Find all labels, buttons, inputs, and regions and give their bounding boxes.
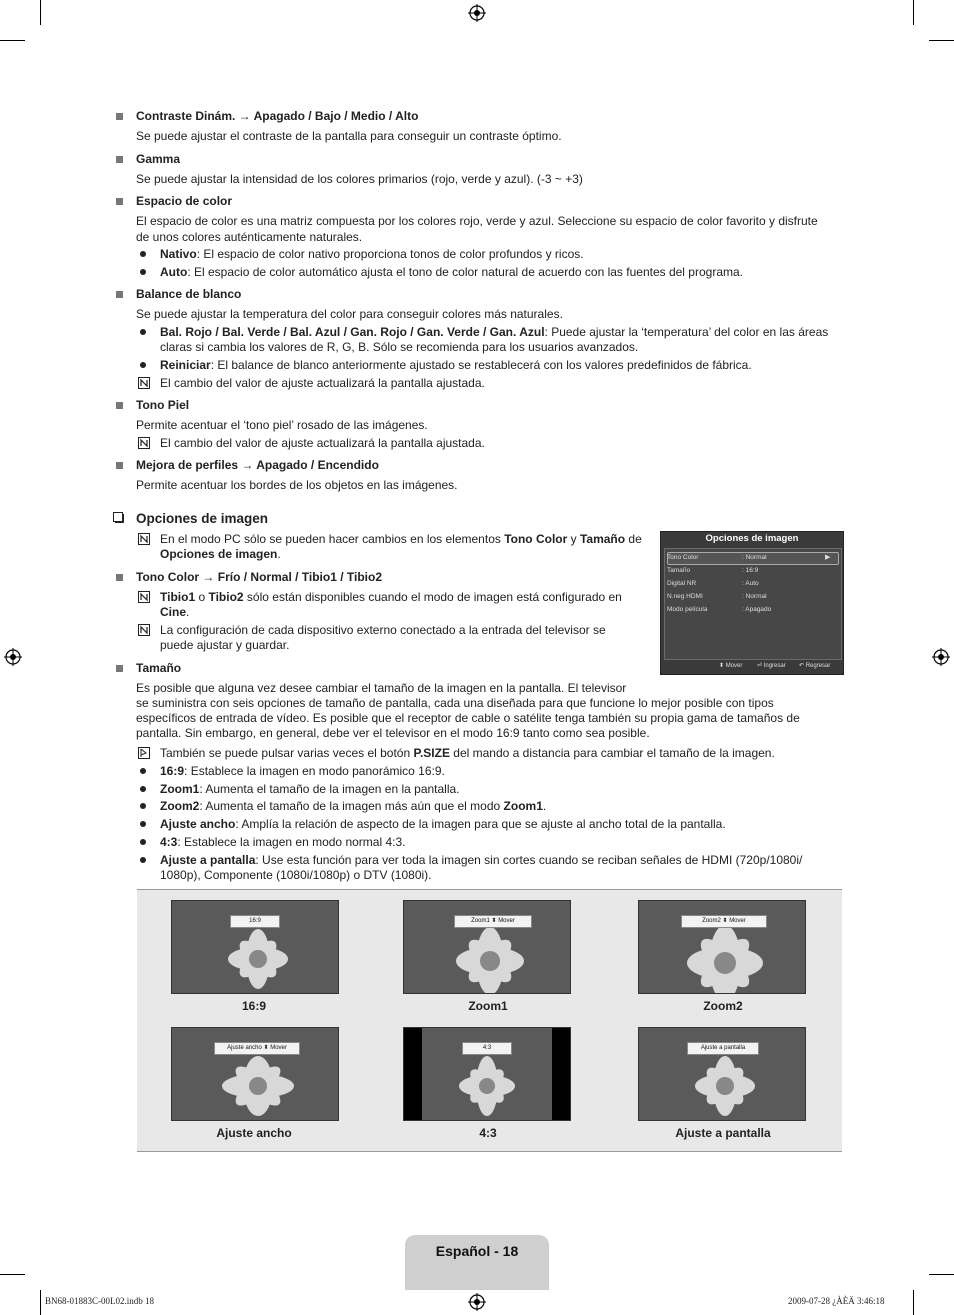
contraste-title: Contraste Dinám. → Apagado / Bajo / Medio / Alto [136,109,419,123]
bullet-icon [140,768,146,774]
tono-title: Tono Piel [136,398,190,412]
print-date: 2009-07-28 ¿ÀÈÄ 3:46:18 [788,1296,885,1306]
square-bullet-icon [116,198,123,205]
note-icon [138,437,150,449]
list-item: Ajuste a pantalla: Use esta función para ver toda la imagen sin cortes cuando se reciban señales de HDMI (720p/1080i/ [160,853,803,867]
osd-menu [660,531,844,675]
list-item: Zoom1: Aumenta el tamaño de la imagen en la pantalla. [160,782,460,796]
osd-row[interactable]: Tamaño : 16:9 [667,567,759,574]
thumb-4-3 [403,1027,571,1121]
espacio-title: Espacio de color [136,194,233,208]
osd-title: Opciones de imagen [705,533,799,544]
note-icon [138,377,150,389]
registration-mark-icon [4,648,22,666]
thumb-zoom2 [638,900,806,994]
osd-row[interactable]: Modo película : Apagado [667,606,772,613]
square-bullet-icon [116,156,123,163]
square-bullet-icon [116,665,123,672]
caption-ajuste-ancho: Ajuste ancho [216,1126,292,1140]
list-item: Bal. Rojo / Bal. Verde / Bal. Azul / Gan. Rojo / Gan. Verde / Gan. Azul: Puede ajustar la ‘temperatura’ del color en las áreas [160,325,829,339]
contraste-desc: Se puede ajustar el contraste de la pantalla para conseguir un contraste óptimo. [136,129,562,143]
section-heading: Opciones de imagen [136,511,269,526]
tamano-title: Tamaño [136,661,182,675]
thumb-ajuste-pantalla [638,1027,806,1121]
size-tag: Ajuste a pantalla [687,1042,759,1055]
tamano-desc: pantalla. Sin embargo, en general, debe ver el televisor en el modo 16:9 tanto como sea posible. [136,726,650,740]
tamano-desc: Es posible que alguna vez desee cambiar el tamaño de la imagen en la pantalla. El televisor [136,681,627,695]
updown-icon: ⬍ [263,1045,269,1051]
note-text: La configuración de cada dispositivo externo conectado a la entrada del televisor se [160,623,606,637]
note-text: También se puede pulsar varias veces el botón P.SIZE del mando a distancia para cambiar el tamaño de la imagen. [160,746,775,760]
updown-icon: ⬍ [722,918,728,924]
size-tag: Zoom1 ⬍ Mover [454,915,532,928]
enter-icon: ⏎ [757,663,763,669]
size-tag: 4:3 [462,1042,512,1055]
note-text: El cambio del valor de ajuste actualizará la pantalla ajustada. [160,436,485,450]
osd-row[interactable]: N.neg HDMI : Normal [667,593,767,600]
square-bullet-icon [116,574,123,581]
thumb-zoom1 [403,900,571,994]
espacio-desc: de unos colores auténticamente naturales. [136,230,363,244]
bullet-icon [140,251,146,257]
balance-title: Balance de blanco [136,287,242,301]
gamma-desc: Se puede ajustar la intensidad de los colores primarios (rojo, verde y azul). (-3 ~ +3) [136,172,583,186]
crop-mark [929,40,954,41]
updown-icon: ⬍ [719,663,725,669]
osd-list [664,548,842,660]
note-text: Cine. [160,605,190,619]
square-bullet-icon [116,402,123,409]
bullet-icon [140,803,146,809]
updown-icon: ⬍ [491,918,497,924]
return-icon: ↶ [799,663,805,669]
osd-hint-move: ⬍ Mover [719,663,743,669]
crop-mark [913,1290,914,1315]
thumb-16-9 [171,900,339,994]
list-item: 4:3: Establece la imagen en modo normal 4:3. [160,835,406,849]
bullet-icon [140,329,146,335]
osd-hint-back: ↶ Regresar [799,663,831,669]
size-tag: Zoom2 ⬍ Mover [681,915,767,928]
page-number-tab [405,1235,549,1290]
crop-mark [0,1274,25,1275]
list-item: Zoom2: Aumenta el tamaño de la imagen más aún que el modo Zoom1. [160,799,547,813]
note-icon [138,624,150,636]
bullet-icon [140,839,146,845]
list-item: Reiniciar: El balance de blanco anteriormente ajustado se restablecerá con los valores predefinidos de fábrica. [160,358,752,372]
osd-hint-enter: ⏎ Ingresar [757,663,786,669]
caption-16-9: 16:9 [241,999,267,1013]
list-item: claras si cambia los valores de R, G, B. Sólo se recomienda para los usuarios avanzados. [160,340,639,354]
bullet-icon [140,362,146,368]
espacio-desc: El espacio de color es una matriz compuesta por los colores rojo, verde y azul. Seleccione su espacio de color favorito y disfrute [136,214,818,228]
note-text: Tibio1 o Tibio2 sólo están disponibles cuando el modo de imagen está configurado en [160,590,622,604]
size-tag: Ajuste ancho ⬍ Mover [214,1042,300,1055]
mejora-title: Mejora de perfiles → Apagado / Encendido [136,458,379,472]
checkbox-icon [113,512,124,523]
gamma-title: Gamma [136,152,181,166]
caption-4-3: 4:3 [479,1126,497,1140]
registration-mark-icon [468,4,486,22]
page-number: Español - 18 [435,1243,519,1259]
square-bullet-icon [116,462,123,469]
arrow-right-icon: ▶ [825,554,831,561]
crop-mark [40,0,41,25]
crop-mark [0,40,25,41]
note-text: Opciones de imagen. [160,547,281,561]
bullet-icon [140,857,146,863]
note-text: El cambio del valor de ajuste actualizará la pantalla ajustada. [160,376,485,390]
tono-desc: Permite acentuar el ‘tono piel’ rosado de las imágenes. [136,418,428,432]
square-bullet-icon [116,291,123,298]
tamano-desc: se suministra con seis opciones de tamaño de pantalla, cada una diseñada para que funcione lo mejor posible con tipos [136,696,774,710]
tamano-desc: específicos de entrada de vídeo. Es posible que el receptor de cable o satélite tenga también su propia gama de tamaños de [136,711,800,725]
list-item: Nativo: El espacio de color nativo proporciona tonos de color profundos y ricos. [160,247,584,261]
registration-mark-icon [932,648,950,666]
bullet-icon [140,269,146,275]
list-item: Ajuste ancho: Amplía la relación de aspecto de la imagen para que se ajuste al ancho total de la pantalla. [160,817,726,831]
mejora-desc: Permite acentuar los bordes de los objetos en las imágenes. [136,478,458,492]
caption-zoom2: Zoom2 [703,999,743,1013]
file-name: BN68-01883C-00L02.indb 18 [45,1296,154,1306]
registration-mark-icon [468,1293,486,1311]
note-icon [138,533,150,545]
size-tag: 16:9 [230,915,280,928]
crop-mark [40,1290,41,1315]
note-text: puede ajustar y guardar. [160,638,290,652]
remote-note-icon [138,747,150,759]
square-bullet-icon [116,113,123,120]
bullet-icon [140,821,146,827]
crop-mark [929,1274,954,1275]
list-item: 16:9: Establece la imagen en modo panorámico 16:9. [160,764,445,778]
thumb-ajuste-ancho [171,1027,339,1121]
osd-row[interactable]: Tono Color : Normal ▶ [667,554,831,561]
tono-color-title: Tono Color → Frío / Normal / Tibio1 / Tibio2 [136,570,383,584]
note-text: En el modo PC sólo se pueden hacer cambios en los elementos Tono Color y Tamaño de [160,532,642,546]
caption-ajuste-pantalla: Ajuste a pantalla [675,1126,771,1140]
caption-zoom1: Zoom1 [468,999,508,1013]
osd-row[interactable]: Digital NR : Auto [667,580,759,587]
list-item: 1080p), Componente (1080i/1080p) o DTV (1080i). [160,868,432,882]
note-icon [138,591,150,603]
balance-desc: Se puede ajustar la temperatura del color para conseguir colores más naturales. [136,307,563,321]
list-item: Auto: El espacio de color automático ajusta el tono de color natural de acuerdo con las fuentes del programa. [160,265,743,279]
bullet-icon [140,786,146,792]
crop-mark [913,0,914,25]
